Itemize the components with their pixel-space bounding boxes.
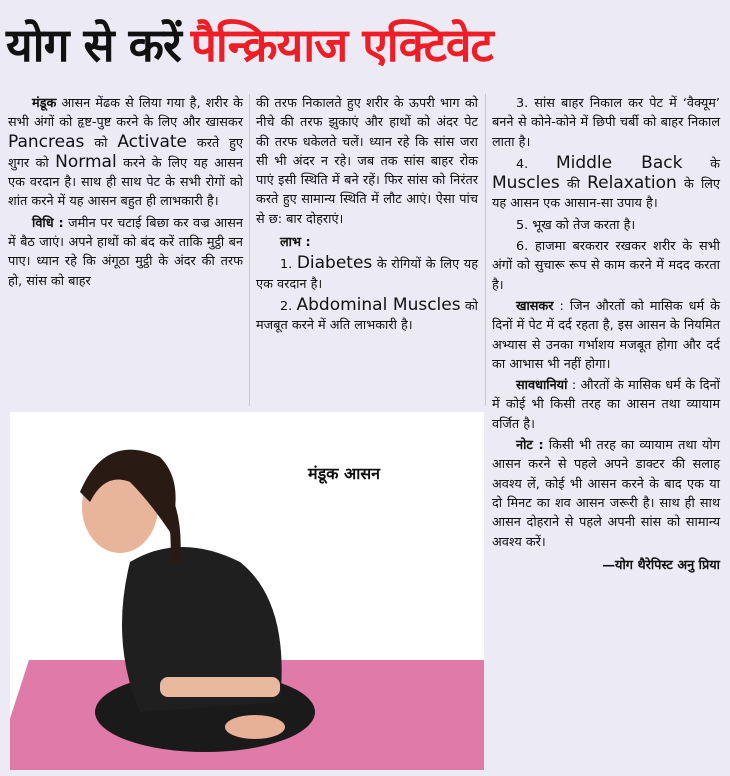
benefit-1-term: Diabetes bbox=[296, 253, 373, 274]
benefits-heading: लाभ : bbox=[280, 235, 311, 251]
photo-caption: मंडूक आसन bbox=[308, 464, 381, 483]
benefit-1-num: 1. bbox=[280, 257, 297, 273]
intro-text-3: करने के लिए यह आसन एक वरदान है। साथ ही साथ पेट के सभी रोगों को शांत करने में यह आसन बहुत ही लाभकारी है। bbox=[8, 155, 243, 210]
method-text: जमीन पर चटाई बिछा कर वज्र आसन में बैठ जाएं। अपने हाथों को बंद करें ताकि मुट्ठी बन पाए। ध्यान रहे कि अंगूठा मुट्ठी के अंदर की तरफ हो, सांस को बाहर bbox=[8, 215, 243, 289]
note-text: किसी भी तरह का व्यायाम तथा योग आसन करने से पहले अपने डाक्टर की सलाह अवश्य लें, कोई भी आसन करने के बाद एक या दो मिनट का शव आसन जरूरी है। साथ ही साथ आसन दोहराने से पहले अपनी सांस को सामान्य अवश्य करें। bbox=[492, 438, 720, 550]
author-credit: —योग थैरेपिस्ट अनु प्रिया bbox=[602, 557, 720, 573]
intro-text: आसन मेंढक से लिया गया है, शरीर के सभी अंगों को हृष्ट-पुष्ट करने के लिए और खासकर bbox=[8, 96, 243, 131]
note-paragraph bbox=[492, 436, 720, 552]
article-column-3 bbox=[492, 94, 720, 575]
method-lead: विधि : bbox=[32, 215, 64, 231]
benefit-2 bbox=[256, 296, 478, 336]
column-divider bbox=[249, 94, 250, 406]
benefit-5: 5. भूख को तेज करता है। bbox=[516, 217, 636, 233]
method-continued: की तरफ निकालते हुए शरीर के ऊपरी भाग को नीचे की तरफ झुकाएं और हाथों को अंदर पेट की तरफ धकेलते चलें। ध्यान रहे कि सांस जरा सी भी अंदर न रहे। जब तक सांस बाहर रोक पाएं इसी स्थिति में बने रहें। फिर सांस को निरंतर करते हुए सामान्य स्थिति में लौट आएं। ऐसा पांच से छ: बार दोहराएं। bbox=[256, 96, 478, 227]
headline bbox=[0, 0, 730, 88]
women-text: : जिन औरतों को मासिक धर्म के दिनों में पेट में दर्द रहता है, इस आसन के नियमित अभ्यास से उनका गर्भाशय मजबूत होगा और दर्द का आभास भी नहीं होगा। bbox=[492, 298, 720, 372]
yoga-photo bbox=[10, 412, 484, 770]
intro-text-2: करते हुए शुगर को bbox=[8, 135, 243, 171]
benefit-4-term-1: Middle Back bbox=[555, 152, 683, 173]
women-paragraph bbox=[492, 297, 720, 374]
benefit-4-text: के लिए यह आसन एक आसान-सा उपाय है। bbox=[492, 177, 721, 212]
intro-pancreas: Pancreas bbox=[8, 131, 85, 152]
benefit-4-ki: की bbox=[559, 177, 588, 193]
benefit-2-term: Abdominal Muscles bbox=[296, 294, 461, 315]
women-lead: खासकर bbox=[516, 298, 554, 314]
benefit-4-mid: के bbox=[682, 156, 720, 172]
headline-part2: पैन्क्रियाज एक्टिवेट bbox=[190, 18, 493, 72]
intro-normal: Normal bbox=[55, 151, 117, 172]
intro-lead: मंडूक bbox=[32, 96, 57, 111]
caution-lead: सावधानियां bbox=[516, 378, 568, 394]
benefit-1 bbox=[256, 254, 478, 294]
benefit-4 bbox=[492, 154, 720, 214]
woman-figure bbox=[10, 412, 484, 770]
benefit-4-term-2: Muscles bbox=[492, 173, 560, 194]
caution-paragraph bbox=[492, 376, 720, 434]
headline-part1: योग से करें bbox=[6, 18, 181, 72]
note-lead: नोट : bbox=[516, 438, 544, 454]
intro-activate: Activate bbox=[117, 131, 187, 152]
intro-paragraph bbox=[8, 94, 243, 212]
benefit-6: 6. हाजमा बरकरार रखकर शरीर के सभी अंगों को सुचारू रूप से काम करने में मदद करता है। bbox=[492, 239, 720, 293]
method-paragraph bbox=[8, 214, 243, 291]
article-column-1 bbox=[8, 94, 243, 293]
intro-to: को bbox=[84, 135, 118, 151]
benefit-2-num: 2. bbox=[280, 298, 297, 314]
benefit-1-text: के रोगियों के लिए यह एक वरदान है। bbox=[256, 257, 478, 292]
benefit-4-num: 4. bbox=[516, 156, 556, 172]
article-column-2 bbox=[256, 94, 478, 338]
benefit-2-text: को मजबूत करने में अति लाभकारी है। bbox=[256, 298, 479, 334]
caution-text: : औरतों के मासिक धर्म के दिनों में कोई भी किसी तरह का आसन तथा व्यायाम वर्जित है। bbox=[492, 378, 720, 432]
column-divider bbox=[485, 94, 486, 406]
benefit-3: 3. सांस बाहर निकाल कर पेट में ‘वैक्यूम’ बनने से कोने-कोने में छिपी चर्बी को बाहर निकाल लाता है। bbox=[492, 96, 720, 150]
benefit-4-term-3: Relaxation bbox=[587, 173, 677, 194]
